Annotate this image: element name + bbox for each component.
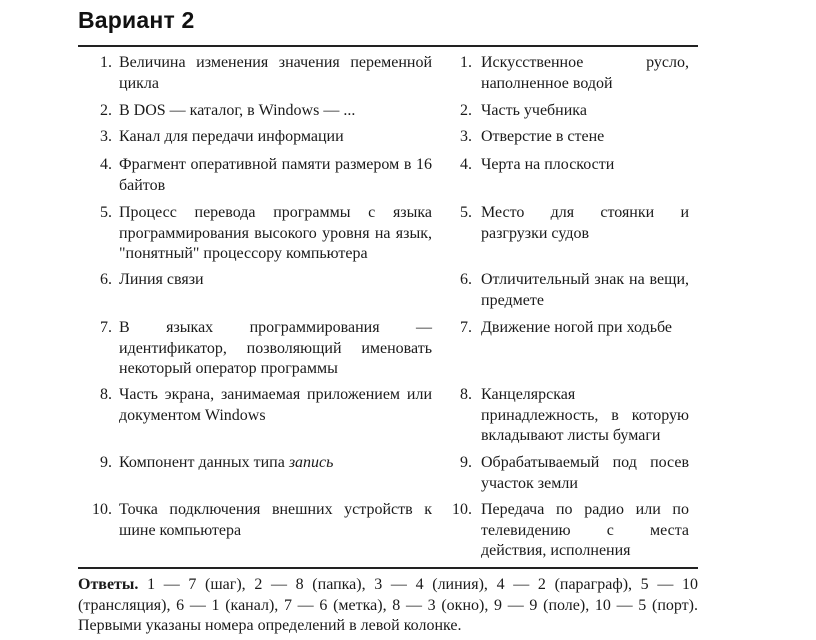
left-item-definition: Величина изменения значения переменной цикла	[119, 54, 432, 92]
right-item-number: 2.	[460, 102, 472, 119]
right-item-definition: Обрабатываемый под посев участок земли	[481, 454, 689, 492]
left-item-definition: Процесс перевода программы с языка программирования высокого уровня на язык, "понятный" процессору компьютера	[119, 204, 432, 262]
right-item-definition: Передача по радио или по телевидению с места действия, исполнения	[481, 501, 689, 559]
top-rule	[78, 45, 698, 47]
left-item-number: 4.	[100, 156, 112, 173]
answers-block	[78, 575, 698, 637]
left-item-number: 5.	[100, 204, 112, 221]
answers-label: Ответы.	[78, 576, 139, 593]
right-item-number: 9.	[460, 454, 472, 471]
right-item-definition: Искусственное русло, наполненное водой	[481, 54, 689, 92]
left-item-definition	[119, 453, 432, 474]
right-item-definition: Черта на плоскости	[481, 156, 615, 173]
right-item-definition: Отверстие в стене	[481, 128, 605, 145]
left-item-definition: Канал для передачи информации	[119, 128, 344, 145]
right-item-number: 5.	[460, 204, 472, 221]
left-item-definition: Фрагмент оперативной памяти размером в 16 байтов	[119, 156, 432, 194]
left-item-number: 9.	[100, 454, 112, 471]
left-item-text: Компонент данных типа	[119, 454, 289, 471]
bottom-rule	[78, 567, 698, 569]
left-item-definition: В языках программирования — идентификатор, позволяющий именовать некоторый оператор программы	[119, 319, 432, 377]
right-item-number: 8.	[460, 386, 472, 403]
right-item-number: 3.	[460, 128, 472, 145]
answers-text: 1 — 7 (шаг), 2 — 8 (папка), 3 — 4 (линия), 4 — 2 (параграф), 5 — 10 (трансляция), 6 — 1 (канал), 7 — 6 (метка), 8 — 3 (окно), 9 — 9 (поле), 10 — 5 (порт). Первыми указаны номера определений в левой колонке.	[78, 576, 698, 634]
right-item-number: 10.	[452, 501, 472, 518]
left-item-number: 10.	[92, 501, 112, 518]
right-item-definition: Отличительный знак на вещи, предмете	[481, 271, 689, 309]
left-item-definition: Часть экрана, занимаемая приложением или документом Windows	[119, 386, 432, 424]
left-item-italic-term: запись	[288, 454, 334, 471]
left-item-number: 1.	[100, 54, 112, 71]
right-item-definition: Канцелярская принадлежность, в которую вкладывают листы бумаги	[481, 386, 689, 444]
right-item-number: 7.	[460, 319, 472, 336]
left-item-number: 2.	[100, 102, 112, 119]
left-item-definition: В DOS — каталог, в Windows — ...	[119, 102, 356, 119]
left-item-number: 6.	[100, 271, 112, 288]
left-item-number: 3.	[100, 128, 112, 145]
right-item-definition: Движение ногой при ходьбе	[481, 319, 673, 336]
page-title: Вариант 2	[78, 7, 195, 33]
right-item-number: 4.	[460, 156, 472, 173]
left-item-number: 8.	[100, 386, 112, 403]
right-item-number: 6.	[460, 271, 472, 288]
left-item-definition: Линия связи	[119, 271, 204, 288]
right-item-definition: Часть учебника	[481, 102, 587, 119]
right-item-number: 1.	[460, 54, 472, 71]
left-item-number: 7.	[100, 319, 112, 336]
right-item-definition: Место для стоянки и разгрузки судов	[481, 204, 689, 242]
left-item-definition: Точка подключения внешних устройств к шине компьютера	[119, 501, 432, 539]
